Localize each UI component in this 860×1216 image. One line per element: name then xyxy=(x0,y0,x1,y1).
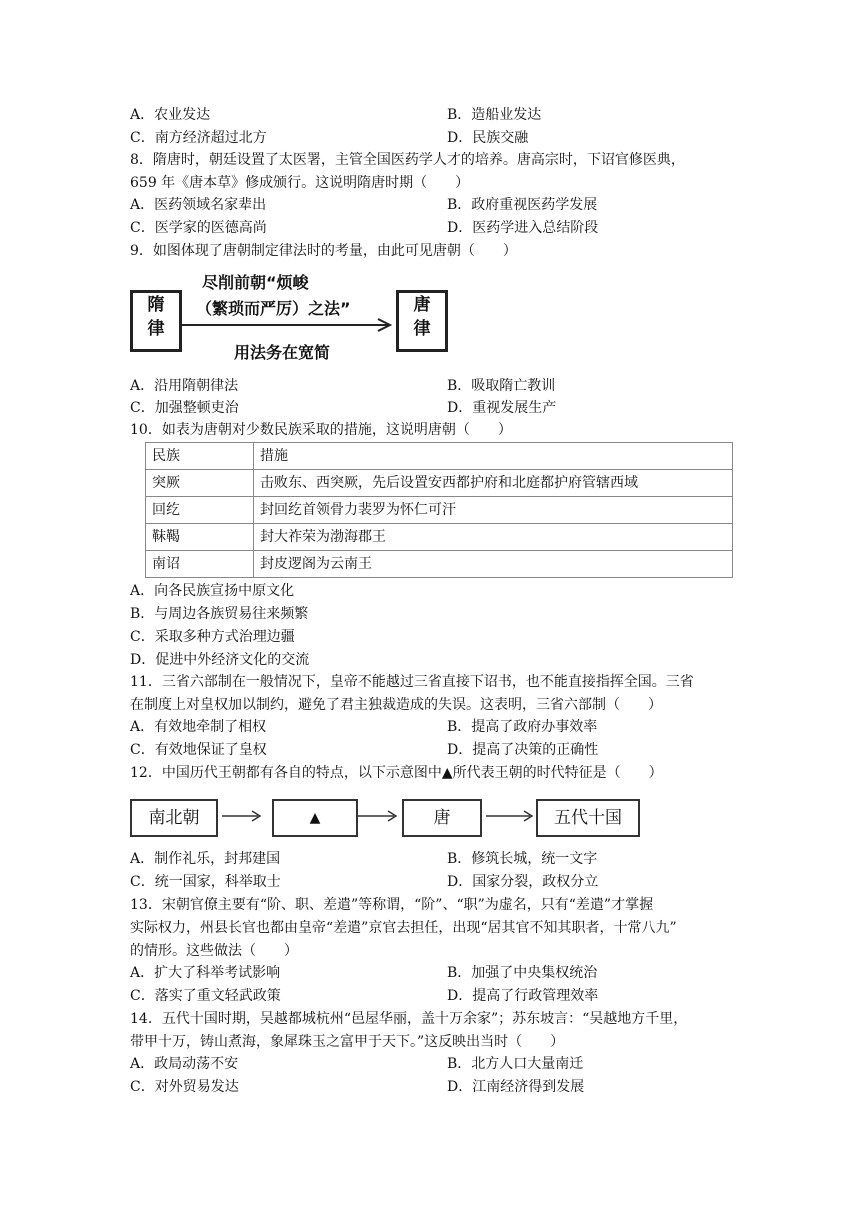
table-header-row xyxy=(146,443,733,470)
sui-law-box xyxy=(130,290,182,352)
tang-law-char1: 唐 xyxy=(413,295,431,315)
q8-option-b: B．政府重视医药学发展 xyxy=(447,197,598,213)
q14-stem-line2: 带甲十万，铸山煮海，象犀珠玉之富甲于天下。”这反映出当时（ ） xyxy=(130,1034,565,1050)
right-arrow-icon xyxy=(182,318,398,332)
q8-stem-line2: 659 年《唐本草》修成颁行。这说明隋唐时期（ ） xyxy=(130,175,470,191)
sui-law-char1: 隋 xyxy=(147,295,165,315)
q7-option-c: C．南方经济超过北方 xyxy=(130,130,267,146)
dynasty-box-nanbeichao: 南北朝 xyxy=(130,799,218,837)
q14-stem-line1: 14．五代十国时期，吴越都城杭州“邑屋华丽，盖十万余家”；苏东坡言：“吴越地方千里， xyxy=(130,1011,688,1027)
table-row xyxy=(146,470,733,497)
dynasty-box-wudaishiguo: 五代十国 xyxy=(536,799,640,837)
dynasty-box-triangle: ▲ xyxy=(272,799,358,837)
q7-option-b: B．造船业发达 xyxy=(447,107,542,123)
table-cell: 封皮逻阁为云南王 xyxy=(254,551,733,578)
sui-law-char2: 律 xyxy=(147,319,165,339)
q9-option-c: C．加强整顿吏治 xyxy=(130,400,239,416)
q7-option-a: A．农业发达 xyxy=(130,107,211,123)
q12-option-b: B．修筑长城，统一文字 xyxy=(447,851,598,867)
table-header: 措施 xyxy=(254,443,733,470)
q8-option-c: C．医学家的医德高尚 xyxy=(130,220,267,236)
q12-dynasty-diagram xyxy=(130,793,650,843)
q12-option-c: C．统一国家，科举取士 xyxy=(130,874,281,890)
q11-stem-line2: 在制度上对皇权加以制约，避免了君主独裁造成的失误。这表明，三省六部制（ ） xyxy=(130,697,662,713)
q10-stem: 10．如表为唐朝对少数民族采取的措施，这说明唐朝（ ） xyxy=(130,422,512,438)
table-cell: 靺鞨 xyxy=(146,524,254,551)
table-cell: 突厥 xyxy=(146,470,254,497)
q10-option-a: A．向各民族宣扬中原文化 xyxy=(130,583,295,599)
q11-option-a: A．有效地牵制了相权 xyxy=(130,719,267,735)
tang-law-char2: 律 xyxy=(413,319,431,339)
right-arrow-icon xyxy=(358,809,400,823)
table-header: 民族 xyxy=(146,443,254,470)
q9-option-d: D．重视发展生产 xyxy=(447,400,557,416)
q14-option-c: C．对外贸易发达 xyxy=(130,1079,239,1095)
ethnic-policy-table xyxy=(145,442,733,578)
q10-option-b: B．与周边各族贸易往来频繁 xyxy=(130,606,309,622)
q8-option-a: A．医药领域名家辈出 xyxy=(130,197,267,213)
diagram-top-text-line1: 尽削前朝“烦峻 xyxy=(202,273,309,292)
q9-option-b: B．吸取隋亡教训 xyxy=(447,378,556,394)
q14-option-d: D．江南经济得到发展 xyxy=(447,1079,585,1095)
q14-option-b: B．北方人口大量南迁 xyxy=(447,1056,584,1072)
q9-option-a: A．沿用隋朝律法 xyxy=(130,378,239,394)
q11-stem-line1: 11．三省六部制在一般情况下，皇帝不能越过三省直接下诏书，也不能直接指挥全国。三省 xyxy=(130,674,694,690)
q9-stem: 9．如图体现了唐朝制定律法时的考量，由此可见唐朝（ ） xyxy=(130,243,517,259)
q12-stem: 12．中国历代王朝都有各自的特点，以下示意图中▲所代表王朝的时代特征是（ ） xyxy=(130,765,663,781)
table-row xyxy=(146,524,733,551)
table-cell: 封回纥首领骨力裴罗为怀仁可汗 xyxy=(254,497,733,524)
q8-option-d: D．医药学进入总结阶段 xyxy=(447,220,599,236)
q13-stem-line1: 13．宋朝官僚主要有“阶、职、差遣”等称谓，“阶”、“职”为虚名，只有“差遣”才掌握 xyxy=(130,897,654,913)
dynasty-box-tang: 唐 xyxy=(402,799,482,837)
table-cell: 封大祚荣为渤海郡王 xyxy=(254,524,733,551)
q14-option-a: A．政局动荡不安 xyxy=(130,1056,239,1072)
q10-option-d: D．促进中外经济文化的交流 xyxy=(130,652,310,668)
table-cell: 南诏 xyxy=(146,551,254,578)
q11-option-c: C．有效地保证了皇权 xyxy=(130,742,267,758)
table-cell: 击败东、西突厥，先后设置安西都护府和北庭都护府管辖西域 xyxy=(254,470,733,497)
q9-law-diagram xyxy=(130,268,450,370)
table-row xyxy=(146,497,733,524)
q11-option-d: D．提高了决策的正确性 xyxy=(447,742,599,758)
q12-option-a: A．制作礼乐，封邦建国 xyxy=(130,851,281,867)
q13-option-b: B．加强了中央集权统治 xyxy=(447,965,598,981)
right-arrow-icon xyxy=(486,809,536,823)
q10-option-c: C．采取多种方式治理边疆 xyxy=(130,629,295,645)
tang-law-box xyxy=(396,290,448,352)
q13-stem-line2: 实际权力，州县长官也都由皇帝“差遣”京官去担任，出现“居其官不知其职者，十常八九” xyxy=(130,920,677,936)
q13-option-c: C．落实了重文轻武政策 xyxy=(130,988,281,1004)
table-cell: 回纥 xyxy=(146,497,254,524)
diagram-top-text-line2: （繁琐而严厉）之法” xyxy=(196,299,351,318)
right-arrow-icon xyxy=(222,809,264,823)
q13-option-d: D．提高了行政管理效率 xyxy=(447,988,599,1004)
diagram-bottom-text: 用法务在宽简 xyxy=(234,343,331,362)
q11-option-b: B．提高了政府办事效率 xyxy=(447,719,598,735)
q8-stem-line1: 8．隋唐时，朝廷设置了太医署，主管全国医药学人才的培养。唐高宗时，下诏官修医典， xyxy=(130,152,685,168)
q13-option-a: A．扩大了科举考试影响 xyxy=(130,965,281,981)
q13-stem-line3: 的情形。这些做法（ ） xyxy=(130,943,298,959)
q12-option-d: D．国家分裂，政权分立 xyxy=(447,874,599,890)
q7-option-d: D．民族交融 xyxy=(447,130,529,146)
table-row xyxy=(146,551,733,578)
